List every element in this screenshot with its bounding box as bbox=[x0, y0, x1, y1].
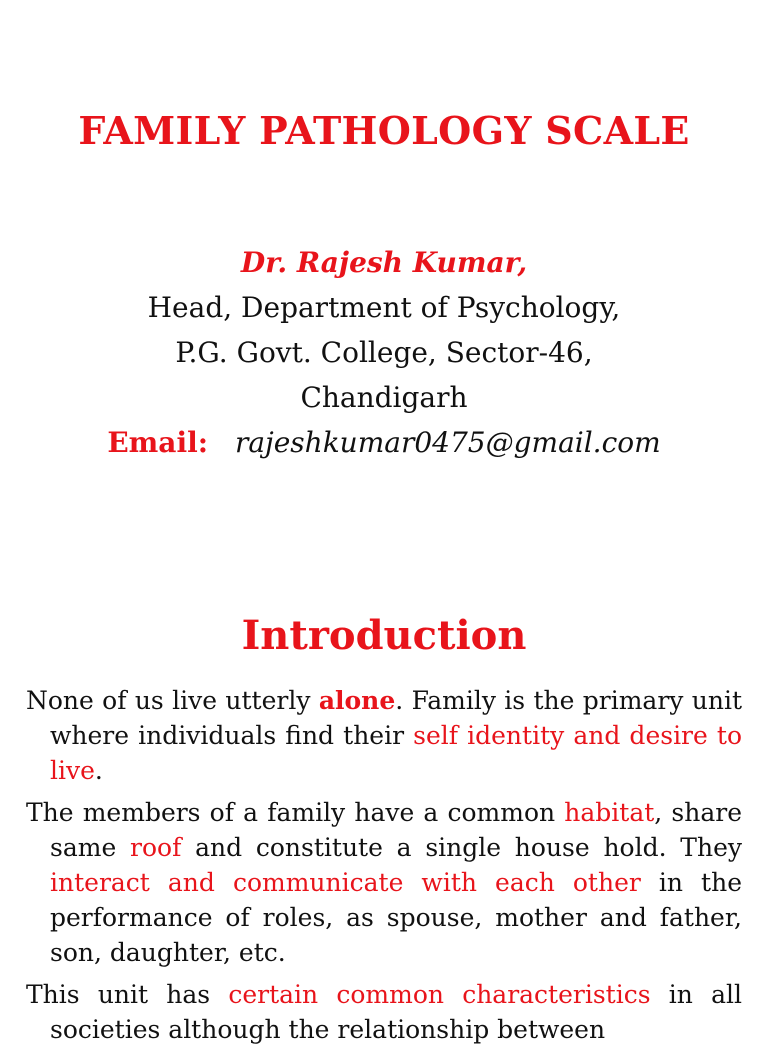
p3-text-c: in all societies although the relationship between bbox=[50, 980, 742, 1044]
p1-highlight-self-identity: self identity and desire to live bbox=[50, 721, 743, 785]
document-title: FAMILY PATHOLOGY SCALE bbox=[78, 108, 690, 153]
author-block bbox=[0, 240, 768, 465]
p2-highlight-roof: roof bbox=[130, 833, 182, 862]
author-city: Chandigarh bbox=[300, 381, 468, 414]
email-address: rajeshkumar0475@gmail.com bbox=[234, 426, 661, 459]
p2-text-c: , share same bbox=[50, 798, 742, 862]
p3-highlight-characteristics: certain common characteristics bbox=[228, 980, 651, 1009]
intro-paragraph-1 bbox=[26, 683, 742, 788]
p2-highlight-interact: interact and communicate with each other bbox=[50, 868, 641, 897]
intro-paragraph-2 bbox=[26, 795, 742, 970]
p2-text-g: in the performance of roles, as spouse, mother and father, son, daughter, etc. bbox=[50, 868, 742, 967]
introduction-heading: Introduction bbox=[241, 612, 527, 659]
email-label: Email: bbox=[107, 426, 209, 459]
p2-highlight-habitat: habitat bbox=[564, 798, 655, 827]
author-position: Head, Department of Psychology, bbox=[147, 291, 621, 324]
author-name: Dr. Rajesh Kumar, bbox=[240, 246, 528, 279]
p2-text-a: The members of a family have a common bbox=[26, 798, 565, 827]
p1-text-a: None of us live utterly bbox=[26, 686, 319, 715]
p1-highlight-alone: alone bbox=[318, 686, 396, 715]
email-row bbox=[0, 420, 768, 465]
author-institution: P.G. Govt. College, Sector-46, bbox=[175, 336, 593, 369]
p3-text-a: This unit has bbox=[26, 980, 229, 1009]
p1-text-c: . Family is the primary unit where individuals find their bbox=[50, 686, 743, 750]
p2-text-e: and constitute a single house hold. They bbox=[181, 833, 743, 862]
intro-paragraph-3 bbox=[26, 977, 742, 1047]
p1-text-e: . bbox=[94, 756, 103, 785]
